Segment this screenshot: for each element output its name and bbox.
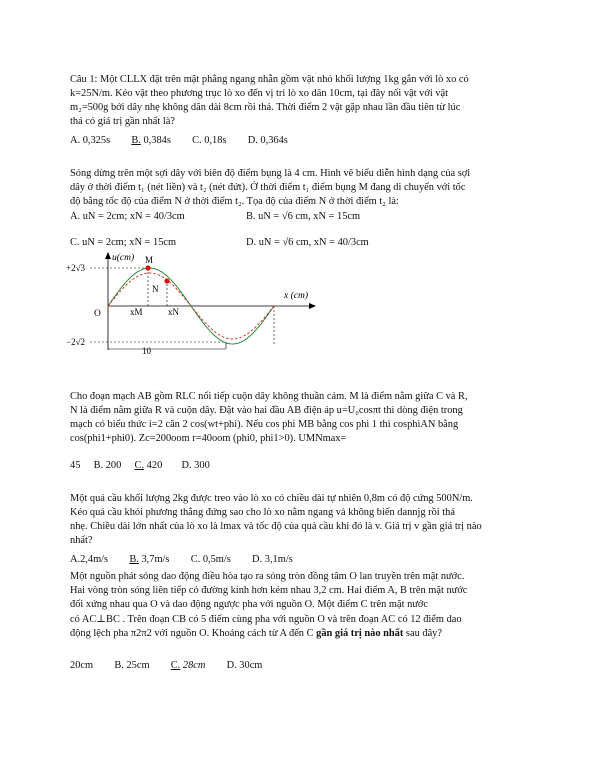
- q1-line-2: k=25N/m. Kéo vật theo phương trục lò xo đến vị trí lò xo dãn 10cm, tại đây nối vật với vật: [70, 88, 449, 99]
- q2-line-1: Sóng dừng trên một sợi dây với biên độ điểm bụng là 4 cm. Hình vẽ biểu diễn hình dạng của sợi: [70, 168, 471, 179]
- label-minus: −2√2: [66, 337, 86, 347]
- q3-option-c-value: 420: [144, 460, 163, 471]
- q5-option-b: B. 25cm: [114, 660, 150, 671]
- x-axis-arrow: [309, 303, 316, 309]
- q2-line-3: độ bằng tốc độ của điểm N ở thời điểm t₂. Tọa độ của điểm N ở thời điểm t₂ là:: [70, 196, 399, 207]
- label-xm: xM: [130, 307, 143, 317]
- q1-option-b-value: 0,384s: [140, 135, 171, 146]
- q2-option-a: A. uN = 2cm; xN = 40/3cm: [70, 211, 185, 222]
- label-ten: 10: [142, 346, 151, 354]
- q3-line-4: cos(phi1+phi0). Zc=200oom r=40oom (phi0, phi1>0). UMNmax=: [70, 433, 347, 444]
- x-axis-label: x (cm): [284, 291, 308, 301]
- q3-option-b: B. 200: [93, 460, 122, 471]
- q5-option-d: D. 30cm: [226, 660, 263, 671]
- q1-line-3: m₂=500g bởi dây nhẹ không dãn dài 8cm rồi thả. Thời điểm 2 vật gặp nhau lần đầu tiên từ lúc: [70, 102, 461, 113]
- q3-option-c-letter: C.: [134, 460, 145, 471]
- q3-option-1: 45: [70, 460, 81, 471]
- q5-option-c-value: 28cm: [180, 660, 206, 671]
- q4-options: [70, 553, 293, 566]
- q3-line-2: N là điểm nằm giữa R và cuộn dây. Đặt vào hai đầu AB điện áp u=U₀cosπt thì dòng điện trong: [70, 405, 463, 416]
- q4-option-b: [129, 554, 169, 565]
- q4-option-a: A.2,4m/s: [70, 554, 109, 565]
- q1-line-4: thả có giá trị gần nhất là?: [70, 116, 176, 127]
- q4-option-b-value: 3,7m/s: [138, 554, 170, 565]
- standing-wave-figure: [66, 250, 326, 354]
- u-axis-arrow: [105, 252, 111, 259]
- q5-line-5: [70, 627, 442, 640]
- q1-option-a: A. 0,325s: [70, 135, 111, 146]
- label-m: M: [145, 255, 154, 265]
- q4-line-2: Kéo quả cầu khỏi phương thẳng đứng sao cho lò xo nằm ngang và không biến dannjg rồi thả: [70, 507, 455, 518]
- q3-line-1: Cho đoạn mạch AB gồm RLC nối tiếp cuộn dây không thuần cảm. M là điểm nằm giữa C và R,: [70, 391, 468, 402]
- q5-line-1: Một nguồn phát sóng dao động điều hòa tạo ra sóng tròn đồng tâm O lan truyền trên mặt nước.: [70, 571, 465, 582]
- q3-options: [70, 459, 210, 472]
- q5-tail: sau đây?: [403, 628, 442, 639]
- point-m: [145, 265, 150, 270]
- label-plus: +2√3: [66, 263, 86, 273]
- q1-option-c: C. 0,18s: [192, 135, 227, 146]
- q4-option-c: C. 0,5m/s: [190, 554, 231, 565]
- q4-option-d: D. 3,1m/s: [252, 554, 293, 565]
- q2-option-d: D. uN = √6 cm, xN = 40/3cm: [246, 237, 369, 248]
- q3-option-c: [135, 460, 163, 471]
- label-origin: O: [94, 309, 101, 319]
- q5-line-5-text: động lệch pha π2π2 với nguồn O. Khoảng cách từ A đến C: [70, 628, 317, 639]
- q2-line-2: dây ở thời điểm t₁ (nét liền) và t₂ (nét đứt). Ở thời điểm t₁ điểm bụng M đang di chuyển với tốc: [70, 182, 466, 193]
- q5-line-3: đối xứng nhau qua O và dao động ngược pha với nguồn O. Một điểm C trên mặt nước: [70, 599, 429, 610]
- label-xn: xN: [168, 307, 179, 317]
- q1-options: [70, 134, 288, 147]
- q1-option-d: D. 0,364s: [247, 135, 288, 146]
- q5-option-c: [171, 660, 206, 671]
- point-n: [164, 278, 169, 283]
- q5-options: [70, 659, 262, 672]
- q5-option-c-letter: C.: [170, 660, 181, 671]
- q4-option-b-letter: B.: [129, 554, 139, 565]
- q4-line-4: nhất?: [70, 535, 93, 546]
- label-n: N: [152, 284, 159, 294]
- q1-line-1: Câu 1: Một CLLX đặt trên mặt phẳng ngang nhẵn gồm vật nhỏ khối lượng 1kg gắn với lò xo có: [70, 74, 469, 85]
- q5-bold-phrase: gần giá trị nào nhất: [316, 628, 404, 639]
- q3-line-3: mạch có biểu thức i=2 căn 2 cos(wt+phi). Nếu cos phi MB bằng cos phi 1 thì cosphiAN bằng: [70, 419, 459, 430]
- q3-option-d: D. 300: [181, 460, 210, 471]
- q2-option-c: C. uN = 2cm; xN = 15cm: [70, 237, 177, 248]
- q5-option-a: 20cm: [70, 660, 94, 671]
- q1-option-b: [131, 135, 171, 146]
- q4-line-1: Một quả cầu khối lượng 2kg được treo vào lò xo có chiều dài tự nhiên 0,8m có độ cứng 500N/m.: [70, 493, 473, 504]
- q1-option-b-letter: B.: [131, 135, 141, 146]
- q2-option-b: B. uN = √6 cm, xN = 15cm: [246, 211, 361, 222]
- y-axis-label: u(cm): [112, 253, 135, 263]
- q4-line-3: nhẹ. Chiều dài lớn nhất của lò xo là lmax và tốc độ của quả cầu khi đó là v. Giá trị v gần giá trị nào: [70, 521, 482, 532]
- q5-line-4: có AC⊥BC . Trên đoạn CB có 5 điểm cùng pha với nguồn O và trên đoạn AC có 12 điểm dao: [70, 614, 462, 625]
- q5-line-2: Hai vòng tròn sóng liên tiếp có đường kính hơn kém nhau 3,2 cm. Hai điểm A, B trên mặt nước: [70, 585, 468, 596]
